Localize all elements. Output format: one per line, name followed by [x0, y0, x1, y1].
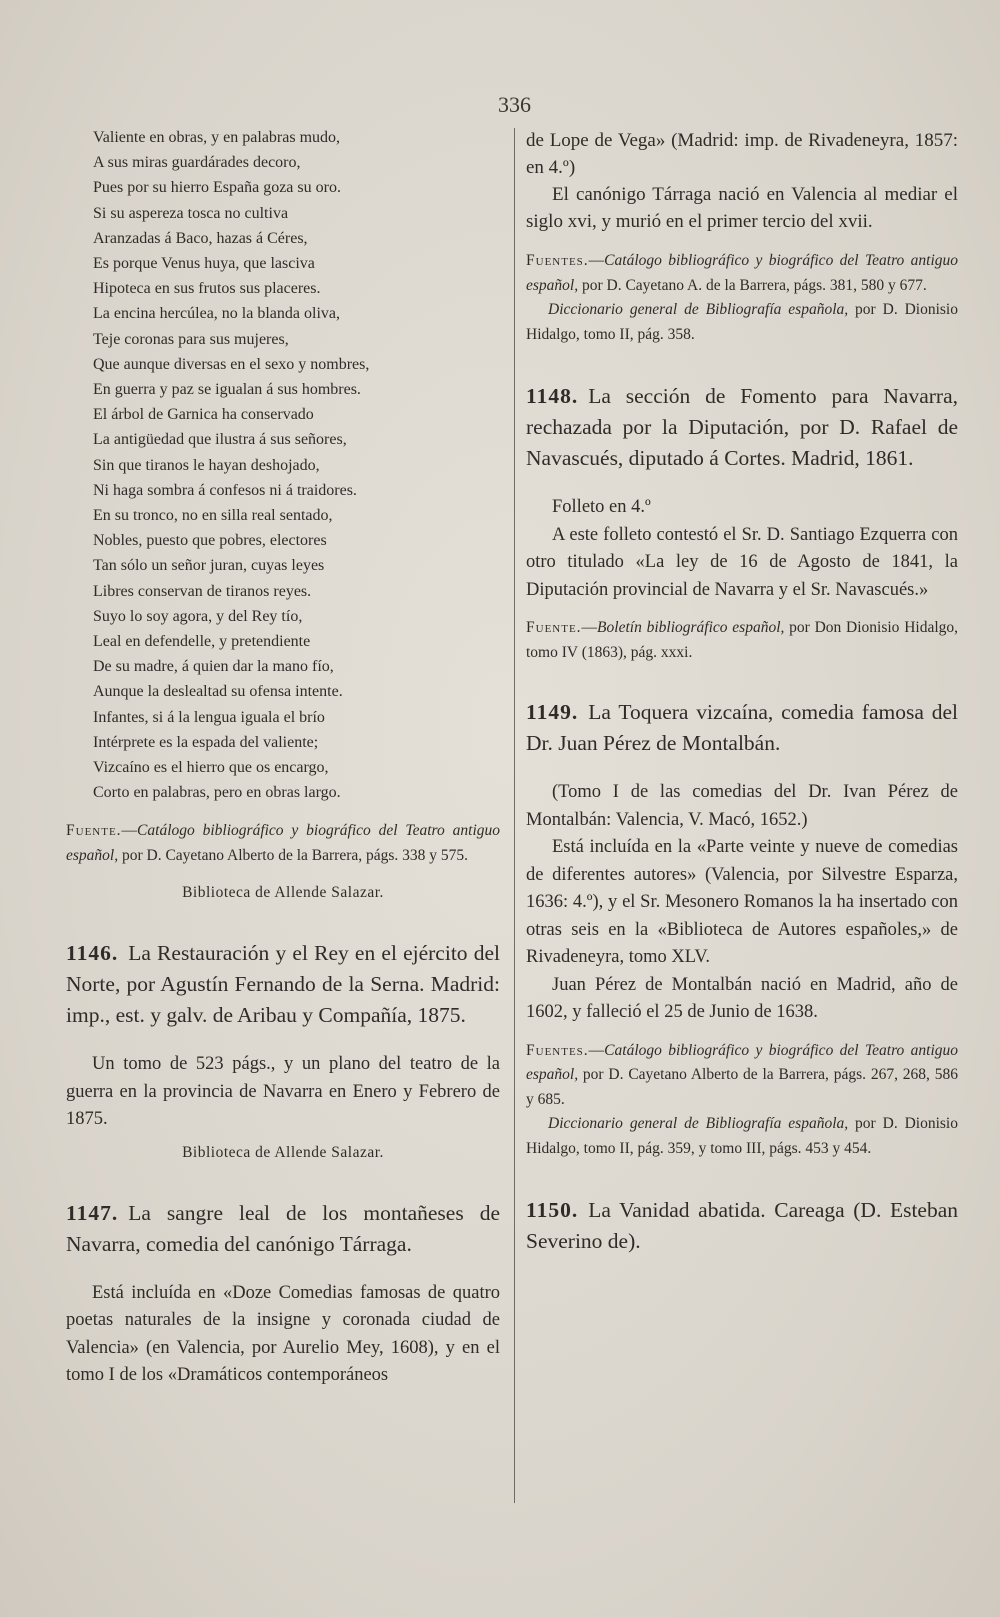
entry-number: 1148. — [526, 384, 579, 408]
entry-1149-description: Está incluída en la «Parte veinte y nueve de comedias de diferentes autores» (Valencia, por Silvestre Esparza, 1636: 4.º), y el Sr. Mesonero Romanos la ha insertado con otras seis en la «Biblioteca de Autores españoles,» de Rivadeneyra, tomo XLV. — [526, 837, 958, 967]
entry-title: La Vanidad abatida. Careaga (D. Esteban Severino de). — [526, 1198, 958, 1253]
source-title: Catálogo bibliográfico y biográfico del Teatro antiguo español, — [526, 252, 958, 294]
verse-line: Intérprete es la espada del valiente; — [93, 733, 319, 751]
source-dash: — — [121, 822, 138, 840]
entry-title: La Toquera vizcaína, comedia famosa del Dr. Juan Pérez de Montalbán. — [526, 700, 958, 755]
verse-line: Que aunque diversas en el sexo y nombres, — [93, 355, 370, 373]
source-title-2: Diccionario general de Bibliografía española, — [548, 301, 849, 318]
entry-number: 1147. — [66, 1200, 119, 1225]
entry-1147-description: Está incluída en «Doze Comedias famosas de quatro poetas naturales de la insigne y coronada ciudad de Valencia» (en Valencia, por Aurelio Mey, 1608), y en el tomo I de los «Dramáticos contemporáneos — [66, 1282, 500, 1386]
source-label: Fuente. — [66, 822, 122, 840]
entry-1149-heading — [526, 697, 958, 759]
verse-line: En su tronco, no en silla real sentado, — [93, 507, 333, 525]
entry-1149-sources — [526, 1039, 958, 1162]
entry-1146-description: Un tomo de 523 págs., y un plano del teatro de la guerra en la provincia de Navarra en Enero y Febrero de 1875. — [66, 1054, 500, 1130]
source-title: Catálogo bibliográfico y biográfico del Teatro antiguo español, — [66, 822, 500, 864]
source-details: por Don Dionisio Hidalgo, tomo IV (1863), pág. xxxi. — [526, 619, 959, 661]
verse-line: Valiente en obras, y en palabras mudo, — [93, 129, 341, 146]
source-label: Fuentes. — [526, 252, 589, 269]
library-note: Biblioteca de Allende Salazar. — [182, 884, 384, 902]
verse-line: Pues por su hierro España goza su oro. — [93, 179, 341, 197]
verse-line: Teje coronas para sus mujeres, — [93, 330, 289, 348]
verse-line: Corto en palabras, pero en obras largo. — [93, 784, 341, 802]
entry-1146-library: Biblioteca de Allende Salazar. — [182, 1143, 384, 1161]
source-dash: — — [588, 252, 605, 269]
entry-1149-author-note: Juan Pérez de Montalbán nació en Madrid, año de 1602, y falleció el 25 de Junio de 1638. — [526, 974, 958, 1022]
source-label: Fuente. — [526, 619, 582, 636]
column-divider — [514, 128, 515, 1503]
entry-1150-heading — [526, 1195, 958, 1257]
entry-1147-sources — [526, 249, 958, 347]
entry-1149-edition: (Tomo I de las comedias del Dr. Ivan Pérez de Montalbán: Valencia, V. Macó, 1652.) — [526, 782, 958, 830]
verse-line: Si su aspereza tosca no cultiva — [93, 204, 289, 222]
verse-line: Ni haga sombra á confesos ni á traidores. — [93, 481, 357, 499]
entry-1148-format: Folleto en 4.º — [552, 497, 651, 517]
source-title-2: Diccionario general de Bibliografía española, — [548, 1115, 849, 1132]
entry-title: La sangre leal de los montañeses de Navarra, comedia del canónigo Tárraga. — [66, 1200, 500, 1256]
source-details: por D. Cayetano Alberto de la Barrera, págs. 267, 268, 586 y 685. — [526, 1066, 958, 1108]
entry-title: La Restauración y el Rey en el ejército del Norte, por Agustín Fernando de la Serna. Madrid: imp., est. y galv. de Aribau y Compañía, 1875. — [66, 941, 500, 1028]
verse-line: Nobles, puesto que pobres, electores — [93, 532, 327, 550]
verse-line: De su madre, á quien dar la mano fío, — [93, 658, 334, 676]
verse-line: Vizcaíno es el hierro que os encargo, — [93, 759, 329, 777]
entry-1148-description: A este folleto contestó el Sr. D. Santiago Ezquerra con otro titulado «La ley de 16 de Agosto de 1841, la Diputación provincial de Navarra y el Sr. Navascués.» — [526, 524, 958, 600]
entry-1148-heading — [526, 381, 958, 474]
entry-1147-author-note — [526, 181, 958, 235]
verse-line: Libres conservan de tiranos reyes. — [93, 582, 312, 600]
entry-1147-heading — [66, 1198, 500, 1260]
source-dash: — — [588, 1041, 605, 1059]
source-details: por D. Cayetano Alberto de la Barrera, págs. 338 y 575. — [118, 846, 469, 864]
source-title: Boletín bibliográfico español, — [597, 619, 785, 636]
entry-number: 1146. — [66, 941, 119, 966]
verse-line: Hipoteca en sus frutos sus placeres. — [93, 280, 321, 298]
author-note-text: El canónigo Tárraga nació en Valencia al mediar el siglo xvi, y murió en el primer tercio del xvii. — [526, 184, 958, 232]
entry-1148-source — [526, 616, 958, 665]
source-dash: — — [581, 619, 598, 636]
verse-line: A sus miras guardárades decoro, — [93, 154, 301, 172]
source-details-2: por D. Dionisio Hidalgo, tomo II, pág. 358. — [526, 301, 958, 343]
verse-line: Aunque la deslealtad su ofensa intente. — [93, 683, 343, 701]
left-column — [66, 125, 500, 1390]
verse-line: Infantes, si á la lengua iguala el brío — [93, 708, 325, 726]
entry-1147-continuation: de Lope de Vega» (Madrid: imp. de Rivadeneyra, 1857: en 4.º) — [526, 130, 958, 178]
verse-line: Es porque Venus huya, que lasciva — [93, 255, 315, 273]
verse-line: Aranzadas á Baco, hazas á Céres, — [93, 229, 308, 247]
source-details-2: por D. Dionisio Hidalgo, tomo II, pág. 359, y tomo III, págs. 453 y 454. — [526, 1115, 958, 1157]
entry-title: La sección de Fomento para Navarra, rechazada por la Diputación, por D. Rafael de Navascués, diputado á Cortes. Madrid, 1861. — [526, 384, 958, 470]
source-title: Catálogo bibliográfico y biográfico del Teatro antiguo español, — [526, 1041, 958, 1083]
page-number: 336 — [498, 92, 531, 117]
verse-line: Sin que tiranos le hayan deshojado, — [93, 456, 320, 474]
verse-line: El árbol de Garnica ha conservado — [93, 406, 314, 424]
verse-line: La antigüedad que ilustra á sus señores, — [93, 431, 347, 449]
verse-line: Suyo lo soy agora, y del Rey tío, — [93, 607, 303, 625]
source-label: Fuentes. — [526, 1041, 589, 1059]
verse-block — [93, 125, 500, 805]
verse-line: Tan sólo un señor juran, cuyas leyes — [93, 557, 325, 575]
source-note — [66, 819, 500, 868]
verse-line: La encina hercúlea, no la blanda oliva, — [93, 305, 340, 323]
verse-line: En guerra y paz se igualan á sus hombres. — [93, 381, 361, 399]
source-details: por D. Cayetano A. de la Barrera, págs. 381, 580 y 677. — [578, 276, 927, 294]
entry-number: 1149. — [526, 700, 579, 724]
right-column — [526, 127, 958, 1257]
verse-line: Leal en defendelle, y pretendiente — [93, 633, 311, 651]
entry-number: 1150. — [526, 1198, 579, 1222]
entry-1146-heading — [66, 938, 500, 1031]
